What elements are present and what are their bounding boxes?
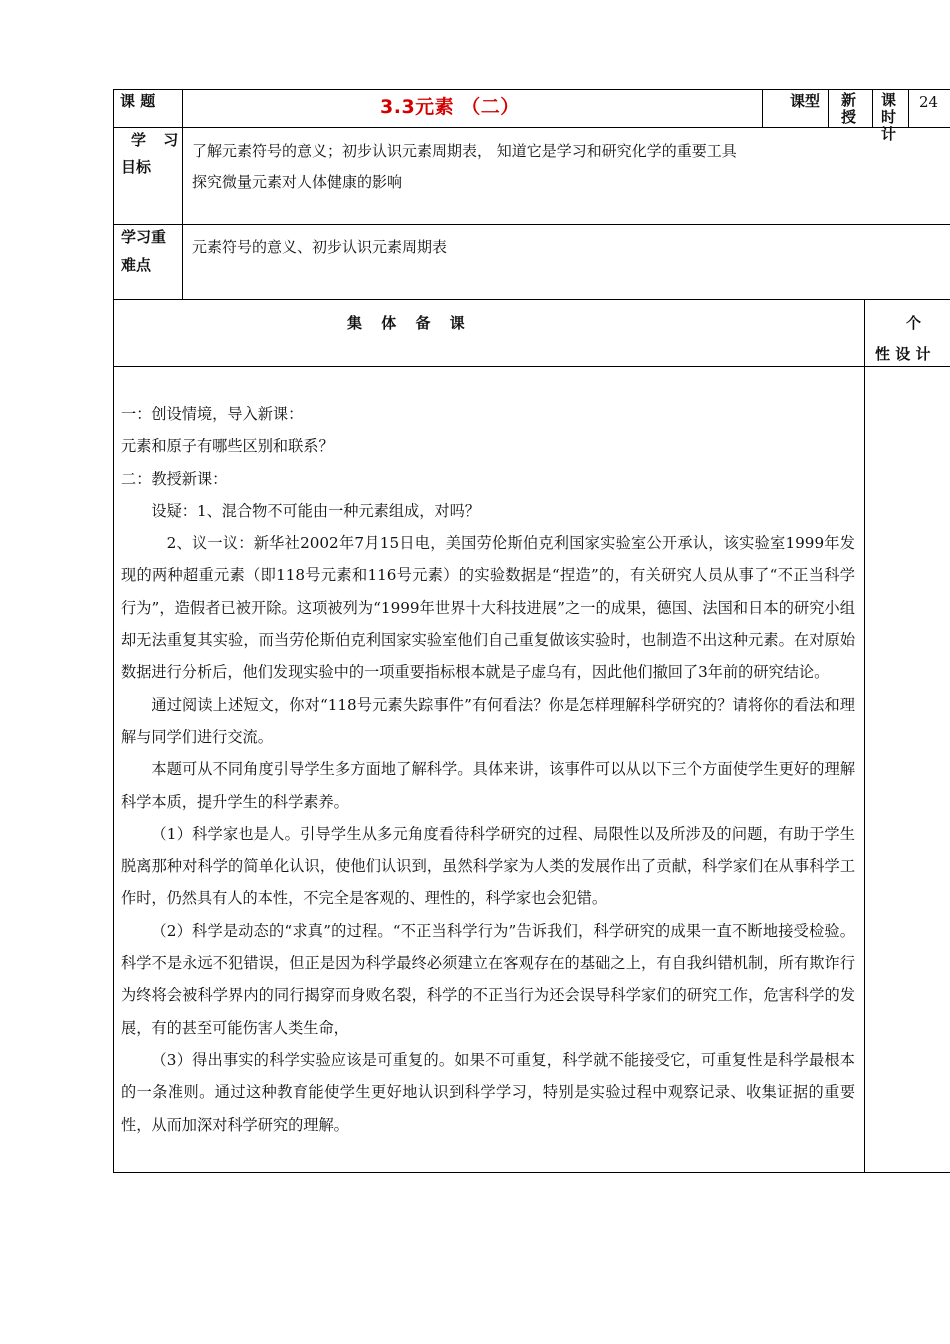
lesson-type-value: 新授 [841,91,857,126]
content-discussion-passage: 2、议一议：新华社2002年7月15日电，美国劳伦斯伯克利国家实验室公开承认，该实验室1999年发现的两种超重元素（即118号元素和116号元素）的实验数据是“捏造”的，有关研究人员从事了“不正当科学行为”，造假者已被开除。这项被列为“1999年世界十大科技进展”之一的成果，德国、法国和日本的研究小组却无法重复其实验，而当劳伦斯伯克利国家实验室他们自己重复做该实验时，也制造不出这种元素。在对原始数据进行分析后，他们发现实验中的一项重要指标根本就是子虚乌有，因此他们撤回了3年前的研究结论。 [121,534,855,682]
goals-label-line1: 学 习 [131,131,185,149]
col-divider-hours-value [908,89,909,128]
row-divider-keypoints [113,299,950,300]
col-divider-type-value [828,89,829,128]
goals-text-line2: 探究微量元素对人体健康的影响 [192,173,403,191]
content-point-2: （2）科学是动态的“求真”的过程。“不正当科学行为”告诉我们，科学研究的成果一直不断地接受检验。科学不是永远不犯错误，但正是因为科学最终必须建立在客观存在的基础之上，有自我纠错机制，所有欺诈行为终将会被科学界内的同行揭穿而身败名裂，科学的不正当行为还会误导科学家们的研究工作，危害科学的发展，有的甚至可能伤害人类生命， [121,921,855,1037]
personal-design-label-line2: 性 设 计 [875,345,931,363]
table-border-left [113,89,114,1173]
keypoints-text: 元素符号的意义、初步认识元素周期表 [192,238,448,256]
hours-value: 24 [919,93,939,111]
hours-label-cell [873,90,908,143]
content-reading-prompt: 通过阅读上述短文，你对“118号元素失踪事件”有何看法？你是怎样理解科学研究的？请将你的看法和理解与同学们进行交流。 [121,695,855,746]
hours-label-suffix: 计 [881,125,897,143]
row-divider-section [113,366,950,367]
lesson-type-label: 课型 [790,92,821,110]
content-question-1: 设疑：1、混合物不可能由一种元素组成，对吗？ [151,501,480,520]
personal-design-label-line1: 个 [906,314,922,332]
row-divider-header [113,127,950,128]
goals-label-line2: 目标 [121,158,152,176]
row-divider-goals [113,224,950,225]
col-divider-personal [864,300,865,1173]
topic-label: 课 题 [120,92,156,110]
col-divider-type [762,89,763,128]
lesson-content [121,398,855,1141]
content-guidance: 本题可从不同角度引导学生多方面地了解科学。具体来讲，该事件可以从以下三个方面使学生更好的理解科学本质，提升学生的科学素养。 [121,760,855,811]
goals-text-line1: 了解元素符号的意义；初步认识元素周期表， 知道它是学习和研究化学的重要工具 [192,142,737,160]
keypoints-label-line1: 学习重 [121,228,167,246]
hours-label: 课时 [881,91,897,126]
content-intro-heading: 一：创设情境，导入新课： [121,405,304,423]
content-intro-question: 元素和原子有哪些区别和联系？ [121,437,334,456]
content-new-lesson-heading: 二：教授新课： [121,469,228,488]
collective-prep-label: 集 体 备 课 [347,314,465,332]
content-point-3: （3）得出事实的科学实验应该是可重复的。如果不可重复，科学就不能接受它，可重复性是科学最根本的一条准则。通过这种教育能使学生更好地认识到科学学习，特别是实验过程中观察记录、收集证据的重要性，从而加深对科学研究的理解。 [121,1050,855,1134]
lesson-title: 3.3元素 （二） [380,96,520,118]
content-point-1: （1）科学家也是人。引导学生从多元角度看待科学研究的过程、局限性以及所涉及的问题，有助于学生脱离那种对科学的简单化认识，使他们认识到，虽然科学家为人类的发展作出了贡献，科学家们在从事科学工作时，仍然具有人的本性，不完全是客观的、理性的，科学家也会犯错。 [121,824,855,908]
table-border-bottom [113,1172,950,1173]
keypoints-label-line2: 难点 [121,256,152,274]
col-divider-label [182,89,183,300]
table-border-top [113,89,950,90]
